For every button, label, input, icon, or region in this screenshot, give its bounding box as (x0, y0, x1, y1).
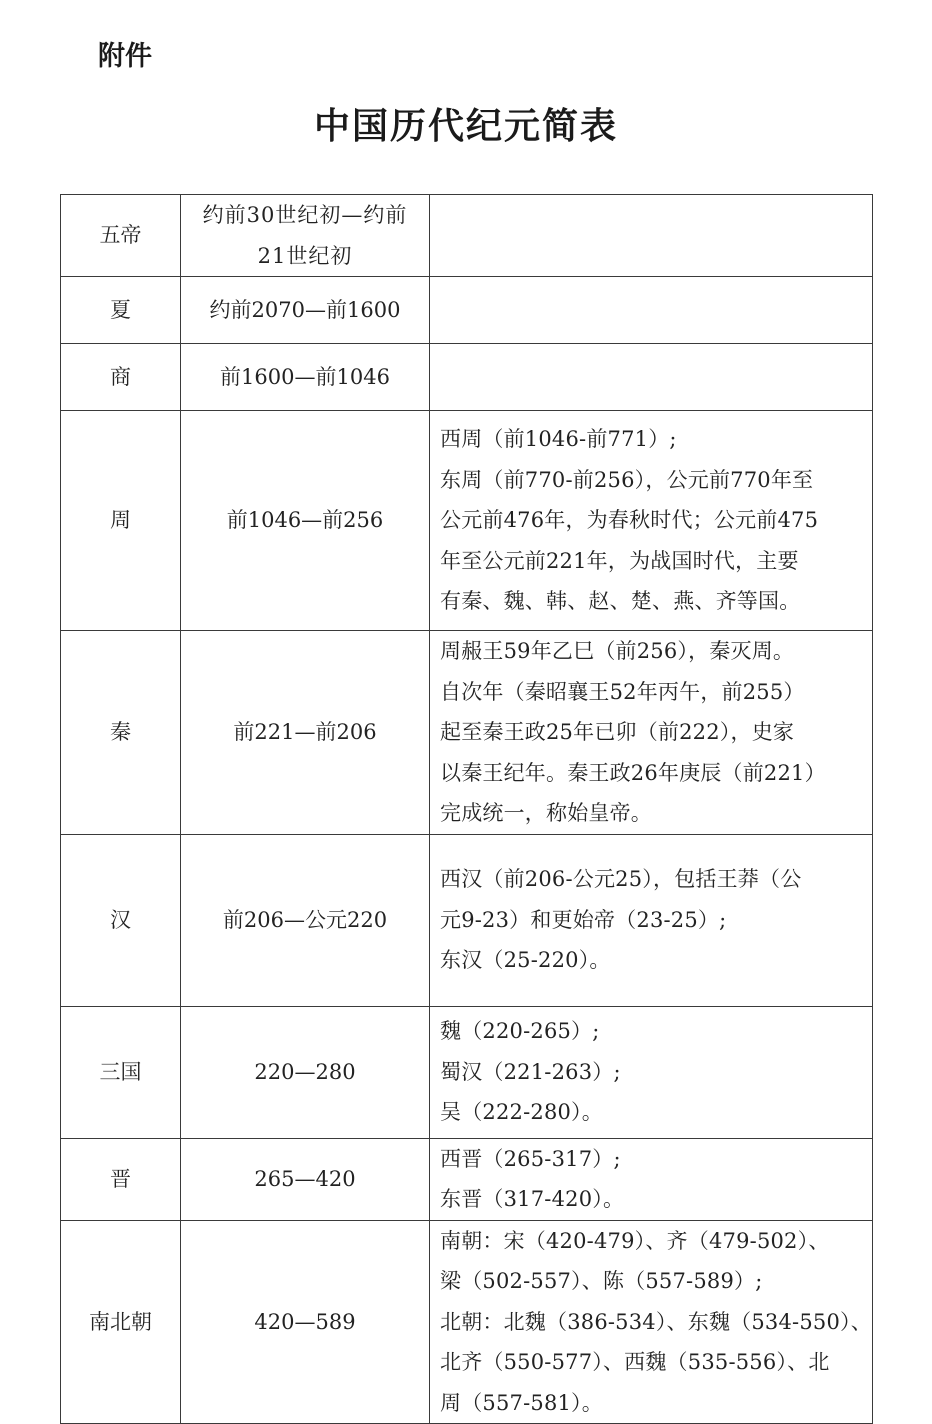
note-line: 公元前476年，为春秋时代；公元前475 (440, 508, 819, 533)
dynasty-cell: 三国 (61, 1006, 181, 1138)
attachment-label: 附件 (98, 41, 152, 72)
table-row (61, 834, 873, 1006)
era-table-body (61, 195, 873, 1424)
dynasty-cell: 五帝 (61, 195, 181, 277)
note-line: 北齐（550-577）、西魏（535-556）、北 (440, 1350, 830, 1374)
table-row (61, 195, 873, 277)
note-line: 北朝：北魏（386-534）、东魏（534-550）、 (440, 1309, 872, 1334)
note-line: 蜀汉（221-263）; (440, 1059, 621, 1084)
date-range-cell: 约前2070—前1600 (181, 277, 430, 344)
note-line: 周（557-581）。 (440, 1390, 603, 1415)
dynasty-cell: 汉 (61, 834, 181, 1006)
document-title: 中国历代纪元简表 (313, 106, 618, 147)
table-row (61, 277, 873, 344)
date-range-cell: 约前30世纪初—约前21世纪初 (181, 195, 430, 277)
date-range-cell: 265—420 (181, 1138, 430, 1220)
table-row (61, 344, 873, 411)
notes-cell (430, 277, 873, 344)
notes-cell (430, 631, 873, 835)
table-row (61, 411, 873, 631)
note-line: 自次年（秦昭襄王52年丙午，前255） (440, 679, 805, 704)
note-line: 起至秦王政25年已卯（前222），史家 (440, 720, 795, 744)
note-line: 梁（502-557）、陈（557-589）; (440, 1269, 763, 1293)
note-line: 周赧王59年乙巳（前256），秦灭周。 (440, 639, 795, 663)
dynasty-cell: 夏 (61, 277, 181, 344)
note-line: 有秦、魏、韩、赵、楚、燕、齐等国。 (440, 589, 801, 614)
date-range-cell: 前221—前206 (181, 631, 430, 835)
dynasty-cell: 周 (61, 411, 181, 631)
note-line: 吴（222-280）。 (440, 1100, 603, 1125)
table-row (61, 631, 873, 835)
note-line: 西周（前1046-前771）; (440, 427, 677, 452)
era-table (60, 194, 873, 1424)
note-line: 东晋（317-420）。 (440, 1187, 625, 1211)
notes-cell (430, 411, 873, 631)
note-line: 完成统一，称始皇帝。 (440, 801, 652, 825)
notes-cell (430, 1006, 873, 1138)
note-line: 东周（前770-前256），公元前770年至 (440, 467, 814, 492)
note-line: 以秦王纪年。秦王政26年庚辰（前221） (440, 760, 826, 785)
date-range-cell: 前1600—前1046 (181, 344, 430, 411)
note-line: 东汉（25-220）。 (440, 948, 611, 973)
dynasty-cell: 秦 (61, 631, 181, 835)
notes-cell (430, 344, 873, 411)
note-line: 元9-23）和更始帝（23-25）; (440, 907, 727, 932)
date-range-cell: 220—280 (181, 1006, 430, 1138)
dynasty-cell: 晋 (61, 1138, 181, 1220)
dynasty-cell: 商 (61, 344, 181, 411)
table-row (61, 1220, 873, 1424)
date-range-cell: 前1046—前256 (181, 411, 430, 631)
date-range-cell: 420—589 (181, 1220, 430, 1424)
date-range-cell: 前206—公元220 (181, 834, 430, 1006)
note-line: 西晋（265-317）; (440, 1146, 621, 1171)
table-row (61, 1006, 873, 1138)
note-line: 西汉（前206-公元25），包括王莽（公 (440, 867, 802, 892)
note-line: 魏（220-265）; (440, 1019, 600, 1044)
note-line: 南朝：宋（420-479）、齐（479-502）、 (440, 1228, 830, 1253)
notes-cell (430, 834, 873, 1006)
note-line: 年至公元前221年，为战国时代，主要 (440, 548, 799, 573)
dynasty-cell: 南北朝 (61, 1220, 181, 1424)
table-row (61, 1138, 873, 1220)
notes-cell (430, 1138, 873, 1220)
notes-cell (430, 195, 873, 277)
notes-cell (430, 1220, 873, 1424)
